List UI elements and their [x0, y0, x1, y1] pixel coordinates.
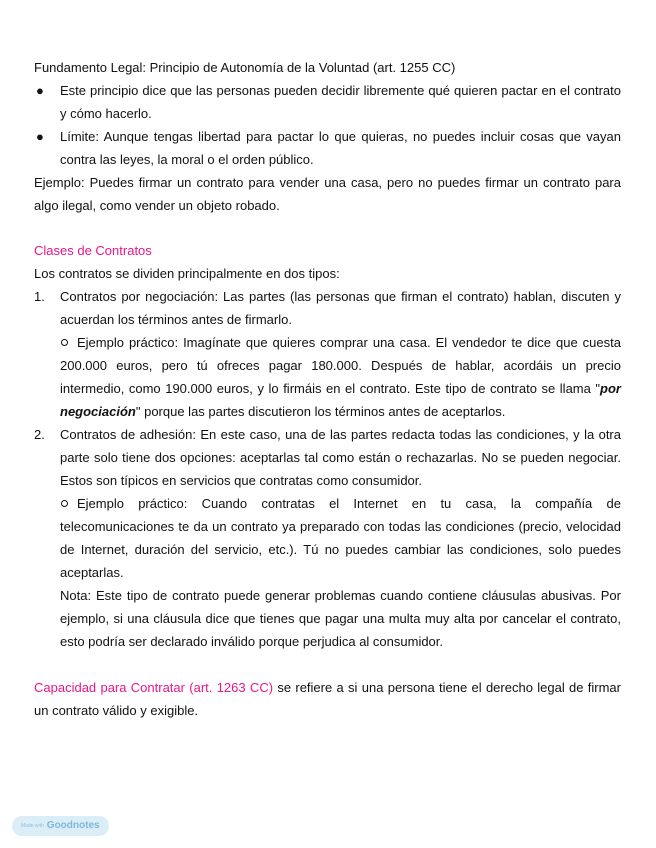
sub-list: [60, 331, 621, 423]
contract-types-list: [34, 285, 621, 653]
list-item: [34, 285, 621, 423]
legal-bullet-list: [34, 79, 621, 171]
capacity-text: se refiere a si una persona tiene el derecho legal de firmar un contrato válido y exigible.: [34, 680, 621, 718]
hollow-bullet-icon: [61, 339, 68, 346]
bullet-text: Límite: Aunque tengas libertad para pactar lo que quieras, no puedes incluir cosas que vayan contra las leyes, la moral o el orden público.: [60, 129, 621, 167]
example-text-after: " porque las partes discutieron los términos antes de aceptarlos.: [135, 404, 506, 419]
example-text: Ejemplo práctico: Cuando contratas el Internet en tu casa, la compañía de telecomunicaciones te da un contrato ya preparado con todas las condiciones (precio, velocidad de Internet, duración del servicio, etc.). Tú no puedes cambiar las condiciones, solo puedes aceptarlas.: [60, 496, 621, 580]
bullet-icon: ●: [36, 129, 44, 144]
goodnotes-badge: [12, 816, 109, 836]
legal-example: Ejemplo: Puedes firmar un contrato para vender una casa, pero no puedes firmar un contrato para algo ilegal, como vender un objeto robado.: [34, 175, 621, 213]
example-text-before: Ejemplo práctico: Imagínate que quieres comprar una casa. El vendedor te dice que cuesta 200.000 euros, pero tú ofreces pagar 180.000. Después de hablar, acordáis un precio intermedio, como 190.000 euros, y lo firmáis en el contrato. Este tipo de contrato se llama ": [60, 335, 621, 396]
item-text: Contratos de adhesión: En este caso, una de las partes redacta todas las condiciones, y la otra parte solo tiene dos opciones: aceptarlas tal como están o rechazarlas. No se pueden negociar. Estos son típicos en servicios que contratas como consumidor.: [60, 427, 621, 488]
document-page: [34, 56, 621, 722]
legal-heading: Fundamento Legal: Principio de Autonomía de la Voluntad (art. 1255 CC): [34, 60, 456, 75]
list-item: [34, 79, 621, 125]
badge-prefix: Made with: [21, 823, 44, 829]
hollow-bullet-icon: [61, 500, 68, 507]
bullet-icon: ●: [36, 83, 44, 98]
example-emphasis: por negociación: [60, 381, 621, 419]
sub-list-item: [60, 331, 621, 423]
item-number: 2.: [34, 427, 45, 442]
sub-list-item: [60, 492, 621, 584]
item-number: 1.: [34, 289, 45, 304]
item-text: Contratos por negociación: Las partes (las personas que firman el contrato) hablan, discuten y acuerdan los términos antes de firmarlo.: [60, 289, 621, 327]
bullet-text: Este principio dice que las personas pueden decidir libremente qué quieren pactar en el contrato y cómo hacerlo.: [60, 83, 621, 121]
list-item: [34, 423, 621, 653]
section-title-clases: Clases de Contratos: [34, 243, 152, 258]
section-intro: Los contratos se dividen principalmente en dos tipos:: [34, 266, 340, 281]
capacity-paragraph: [34, 676, 621, 722]
capacity-title: Capacidad para Contratar (art. 1263 CC): [34, 680, 274, 695]
list-item: [34, 125, 621, 171]
badge-brand: Goodnotes: [46, 820, 100, 831]
note-text: Nota: Este tipo de contrato puede generar problemas cuando contiene cláusulas abusivas. Por ejemplo, si una cláusula dice que tienes que pagar una multa muy alta por cancelar el contrato, esto podría ser declarado inválido porque perjudica al consumidor.: [60, 588, 621, 649]
sub-list: [60, 492, 621, 584]
